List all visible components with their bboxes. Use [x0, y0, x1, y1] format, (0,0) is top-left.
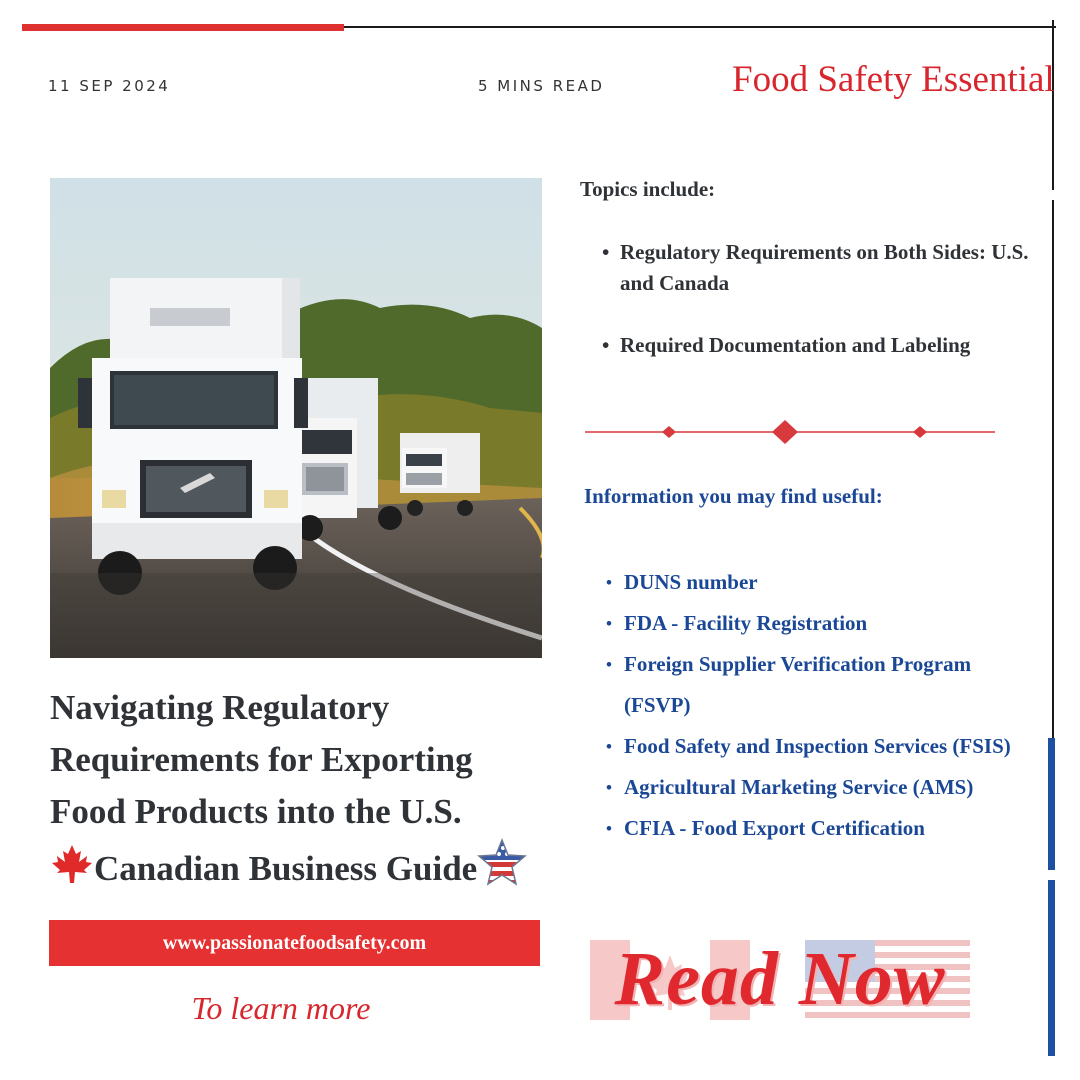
topics-title: Topics include:: [580, 177, 716, 201]
maple-leaf-icon: [50, 842, 94, 901]
headline-line-2: Requirements for Exporting: [50, 740, 473, 779]
read-now-button[interactable]: [590, 930, 970, 1030]
info-title: Information you may find useful:: [584, 484, 883, 508]
learn-more-text: To learn more: [191, 990, 371, 1026]
read-time: 5 MINS READ: [478, 77, 605, 95]
top-black-rule: [344, 26, 1056, 28]
right-blue-accent-lower: [1048, 880, 1055, 1056]
info-list-item[interactable]: • Foreign Supplier Verification Program (FSVP): [606, 644, 1026, 726]
info-list-item[interactable]: • FDA - Facility Registration: [606, 603, 1026, 644]
website-link[interactable]: www.passionatefoodsafety.com: [49, 920, 540, 966]
topics-list-item: • Required Documentation and Labeling: [602, 330, 1032, 361]
publish-date: 11 SEP 2024: [48, 77, 171, 95]
headline-line-1: Navigating Regulatory: [50, 688, 390, 727]
info-list: [606, 562, 1026, 849]
topics-list-item: • Regulatory Requirements on Both Sides: U.S. and Canada: [602, 237, 1032, 299]
right-black-rule-middle: [1052, 200, 1054, 740]
headline: [50, 682, 560, 901]
star-flag-icon: [477, 838, 527, 901]
headline-line-3: Food Products into the U.S.: [50, 792, 462, 831]
right-blue-accent-upper: [1048, 738, 1055, 870]
headline-line-4: Canadian Business Guide: [94, 849, 478, 888]
info-list-item[interactable]: • Agricultural Marketing Service (AMS): [606, 767, 1026, 808]
hero-photo-trucks: [50, 178, 542, 658]
ornamental-divider: [585, 420, 995, 449]
right-black-rule-upper: [1052, 20, 1054, 190]
top-red-accent-line: [22, 24, 344, 31]
info-list-item[interactable]: • DUNS number: [606, 562, 1026, 603]
info-list-item[interactable]: • CFIA - Food Export Certification: [606, 808, 1026, 849]
topics-list: [602, 237, 1032, 392]
brand-title: Food Safety Essential: [732, 59, 1055, 100]
read-now-label: Read Now: [614, 937, 946, 1021]
info-list-item[interactable]: • Food Safety and Inspection Services (FSIS): [606, 726, 1026, 767]
headline-line-4-wrap: [50, 838, 560, 901]
